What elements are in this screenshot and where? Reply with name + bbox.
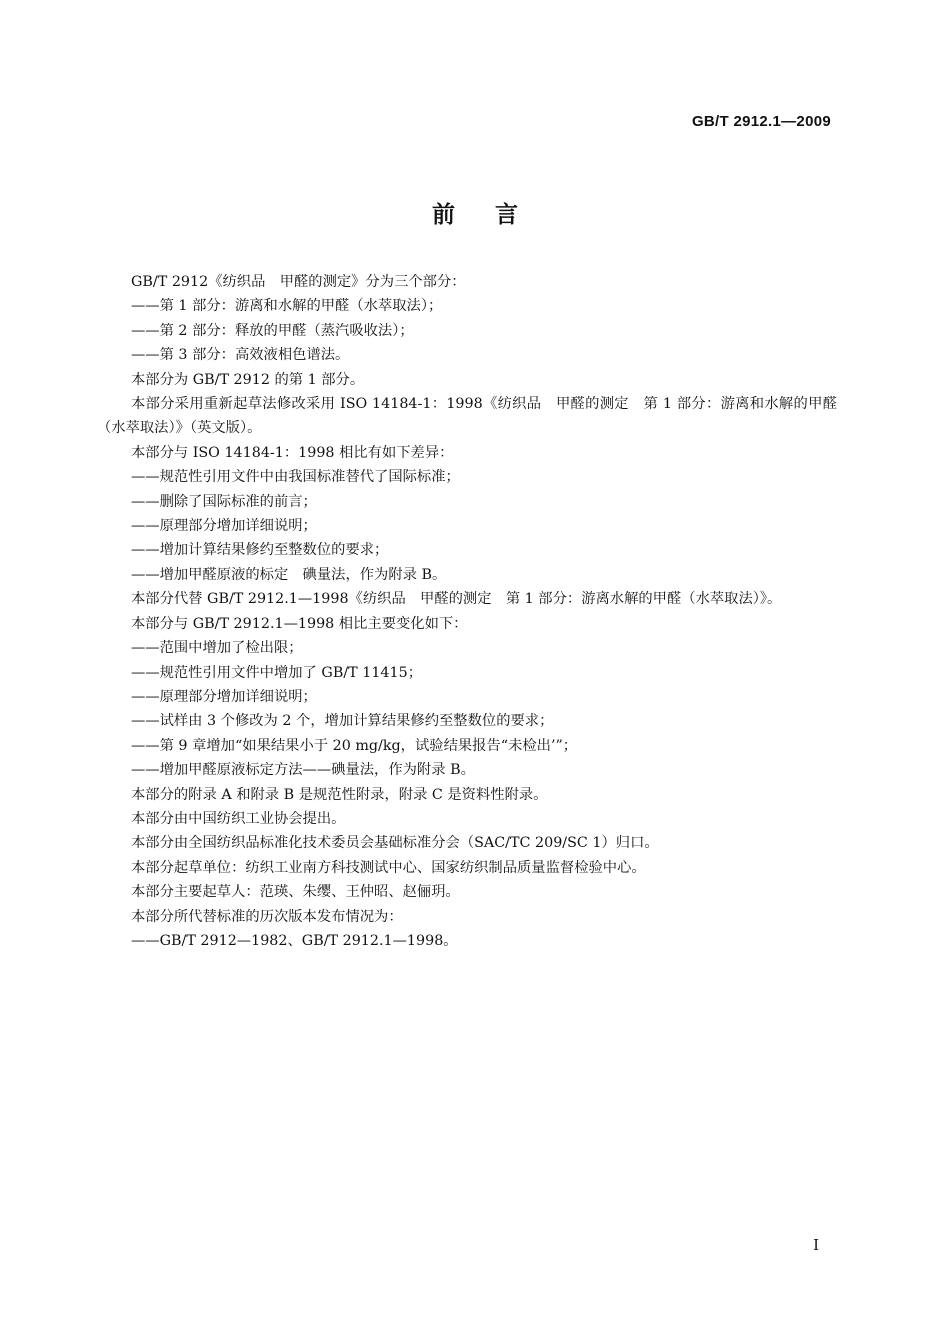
paragraph: 本部分所代替标准的历次版本发布情况为： <box>131 908 403 925</box>
list-item: ——第 9 章增加“如果结果小于 20 mg/kg，试验结果报告“未检出’”； <box>131 737 578 754</box>
standard-number: GB/T 2912.1—2009 <box>691 113 831 130</box>
paragraph: 本部分主要起草人：范瑛、朱缨、王仲昭、赵俪玥。 <box>131 884 460 901</box>
list-item: ——范围中增加了检出限； <box>131 640 303 657</box>
paragraph: 本部分由中国纺织工业协会提出。 <box>131 810 346 827</box>
page-title: 前言 <box>432 201 558 228</box>
paragraph: 本部分与 GB/T 2912.1—1998 相比主要变化如下： <box>131 615 468 632</box>
list-item: ——试样由 3 个修改为 2 个，增加计算结果修约至整数位的要求； <box>131 713 554 730</box>
list-item: ——第 1 部分：游离和水解的甲醛（水萃取法）； <box>131 298 443 315</box>
paragraph: 本部分为 GB/T 2912 的第 1 部分。 <box>131 371 365 388</box>
paragraph: 本部分代替 GB/T 2912.1—1998《纺织品 甲醛的测定 第 1 部分：游离水解的甲醛（水萃取法）》。 <box>131 591 782 608</box>
list-item: ——第 3 部分：高效液相色谱法。 <box>131 347 350 364</box>
list-item: ——原理部分增加详细说明； <box>131 518 317 535</box>
paragraph: 本部分采用重新起草法修改采用 ISO 14184-1：1998《纺织品 甲醛的测定 第 1 部分：游离和水解的甲醛（水萃取法）》（英文版）。 <box>97 396 837 437</box>
paragraph: GB/T 2912《纺织品 甲醛的测定》分为三个部分： <box>131 274 466 290</box>
paragraph: 本部分起草单位：纺织工业南方科技测试中心、国家纺织制品质量监督检验中心。 <box>131 859 646 876</box>
list-item: ——原理部分增加详细说明； <box>131 688 317 705</box>
paragraph: 本部分与 ISO 14184-1：1998 相比有如下差异： <box>131 444 454 461</box>
page-number: I <box>813 1236 819 1254</box>
paragraph: 本部分的附录 A 和附录 B 是规范性附录，附录 C 是资料性附录。 <box>131 786 548 803</box>
list-item: ——增加甲醛原液的标定 碘量法，作为附录 B。 <box>131 566 447 583</box>
list-item: ——增加计算结果修约至整数位的要求； <box>131 542 389 559</box>
list-item: ——规范性引用文件中增加了 GB/T 11415； <box>131 664 423 681</box>
list-item: ——删除了国际标准的前言； <box>131 493 317 510</box>
list-item: ——规范性引用文件中由我国标准替代了国际标准； <box>131 469 460 486</box>
list-item: ——GB/T 2912—1982、GB/T 2912.1—1998。 <box>131 932 458 949</box>
list-item: ——增加甲醛原液标定方法——碘量法，作为附录 B。 <box>131 762 475 779</box>
foreword-body <box>97 270 837 953</box>
list-item: ——第 2 部分：释放的甲醛（蒸汽吸收法）； <box>131 322 414 339</box>
paragraph: 本部分由全国纺织品标准化技术委员会基础标准分会（SAC/TC 209/SC 1）归口。 <box>131 835 659 852</box>
